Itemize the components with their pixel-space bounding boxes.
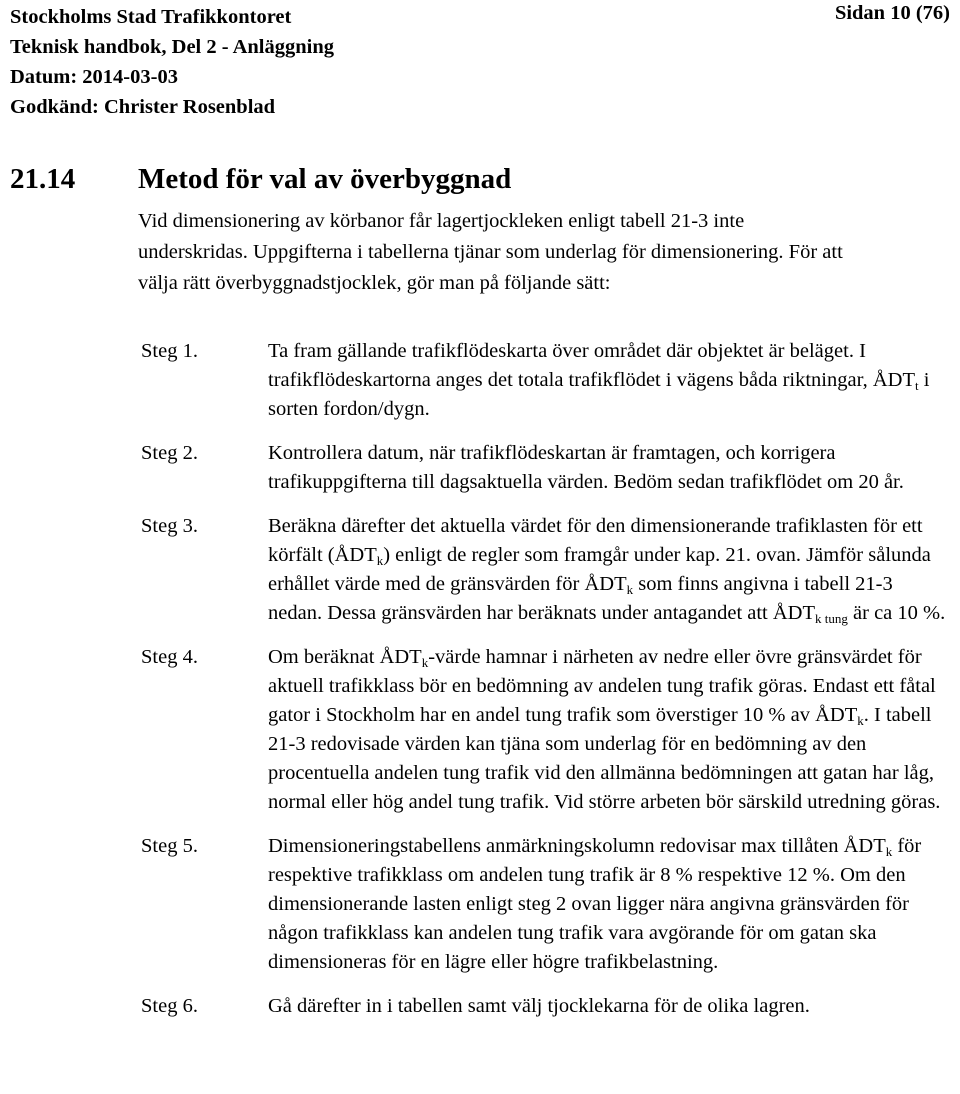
step-text-segment: Ta fram gällande trafikflödeskarta över området där objektet är beläget. I trafikflödeskartorna anges det totala trafikflödet i vägens båda riktningar, ÅDT [268,340,915,391]
step-text-segment: i sorten fordon/dygn. [268,369,930,420]
step-text [268,832,951,977]
subscript: t [914,378,919,393]
page-header [10,2,950,122]
step-list [141,337,951,1036]
header-approved: Godkänd: Christer Rosenblad [10,96,276,118]
step-label: Steg 4. [141,646,198,668]
subscript: k [885,844,893,859]
step-text-segment: Dimensioneringstabellens anmärkningskolumn redovisar max tillåten ÅDT [268,835,886,857]
step-text-segment: Beräkna därefter det aktuella värdet för den dimensionerande trafiklasten för ett körfält (ÅDT [268,515,923,566]
intro-line: Vid dimensionering av körbanor får lagertjockleken enligt tabell 21-3 inte [138,210,745,232]
subscript: k [857,713,864,728]
step-item [141,992,951,1021]
subscript: k [376,553,384,568]
step-label: Steg 3. [141,515,198,537]
step-text [268,643,951,817]
header-handbook: Teknisk handbok, Del 2 - Anläggning [10,36,334,58]
intro-line: underskridas. Uppgifterna i tabellerna tjänar som underlag för dimensionering. För att [138,241,843,263]
step-text-segment: Kontrollera datum, när trafikflödeskartan är framtagen, och korrigera trafikuppgifterna till dagsaktuella värden. Bedöm sedan trafikflödet om 20 år. [268,442,904,493]
section-title: Metod för val av överbyggnad [138,163,512,195]
page-number: Sidan 10 (76) [834,2,950,24]
step-text-segment: . I tabell 21-3 redovisade värden kan tjäna som underlag för en bedömning av den procentuella andelen tung trafik vid den allmänna bedömningen att gatan har låg, normal eller hög andel tung trafik. Vid större arbeten bör särskild utredning göras. [268,704,941,813]
subscript: k tung [815,611,848,626]
step-label: Steg 5. [141,835,198,857]
step-text [268,337,951,424]
header-top-row [10,2,950,32]
step-label: Steg 1. [141,340,198,362]
step-text [268,992,951,1021]
step-text-segment: Gå därefter in i tabellen samt välj tjocklekarna för de olika lagren. [268,995,810,1017]
step-item [141,512,951,628]
section-number: 21.14 [10,163,76,195]
step-text-segment: för respektive trafikklass om andelen tung trafik är 8 % respektive 12 %. Om den dimensionerande lasten enligt steg 2 ovan ligger nära angivna gränsvärden för någon trafikklass kan andelen tung trafik vara avgörande för om gatan ska dimensioneras för en lägre eller högre trafikbelastning. [268,835,922,973]
step-item [141,337,951,424]
subscript: k [421,655,429,670]
intro-line: välja rätt överbyggnadstjocklek, gör man på följande sätt: [138,272,611,294]
header-date: Datum: 2014-03-03 [10,66,178,88]
step-text-segment: ) enligt de regler som framgår under kap. 21. ovan. Jämför sålunda erhållet värde med de gränsvärden för ÅDT [268,544,931,595]
step-text-segment: är ca 10 %. [847,602,946,624]
step-item [141,439,951,497]
step-text [268,512,951,628]
section-heading [10,163,511,196]
step-label: Steg 6. [141,995,198,1017]
intro-paragraph [138,206,938,299]
step-text-segment: Om beräknat ÅDT [268,646,422,668]
subscript: k [626,582,634,597]
header-organization: Stockholms Stad Trafikkontoret [10,6,292,28]
step-text [268,439,951,497]
step-item [141,832,951,977]
step-label: Steg 2. [141,442,198,464]
step-text-segment: -värde hamnar i närheten av nedre eller övre gränsvärdet för aktuell trafikklass bör en bedömning av andelen tung trafik göras. Endast ett fåtal gator i Stockholm har en andel tung trafik som överstiger 10 % av ÅDT [268,646,936,726]
step-item [141,643,951,817]
step-text-segment: som finns angivna i tabell 21-3 nedan. Dessa gränsvärden har beräknats under antagandet att ÅDT [268,573,893,624]
